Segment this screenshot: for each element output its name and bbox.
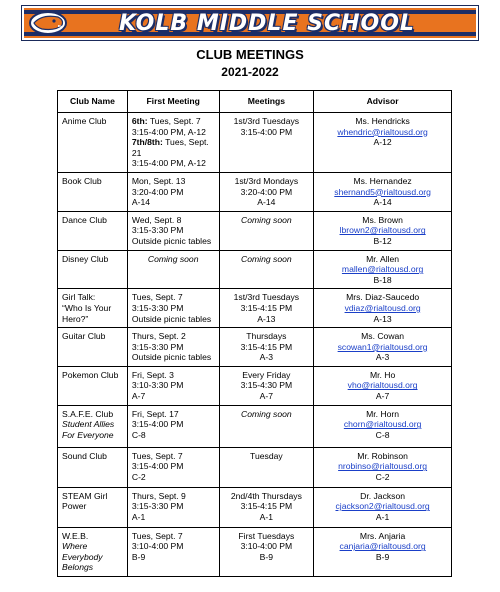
meetings-line: 3:10-4:00 PM	[240, 541, 293, 552]
first-meeting-text: 3:15-3:30 PM	[131, 501, 184, 512]
table-header-row	[58, 91, 452, 113]
advisor-name: Mr. Allen	[366, 253, 400, 264]
club-name-cell	[58, 487, 128, 527]
first-meeting-cell	[127, 289, 219, 328]
column-header-first-meeting: First Meeting	[127, 91, 219, 113]
advisor-email-link[interactable]: chorn@rialtousd.org	[343, 419, 422, 430]
first-meeting-text: C-2	[131, 471, 146, 482]
meetings-cell	[219, 527, 314, 576]
advisor-room: A-14	[373, 197, 392, 208]
first-meeting-cell	[127, 366, 219, 405]
advisor-email-link[interactable]: scowan1@rialtousd.org	[337, 341, 428, 352]
first-meeting-text: Thurs, Sept. 9	[131, 490, 186, 501]
advisor-cell	[314, 172, 452, 211]
first-meeting-cell	[127, 405, 219, 447]
first-meeting-line	[132, 176, 215, 187]
meetings-line: B-9	[259, 551, 274, 562]
grade-label: 7th/8th:	[131, 137, 163, 148]
club-name-cell	[58, 289, 128, 328]
table-row	[58, 527, 452, 576]
meetings-line: 3:15-4:15 PM	[240, 501, 293, 512]
club-name-line: Anime Club	[62, 116, 107, 126]
club-name-line: Hero?”	[62, 313, 89, 324]
first-meeting-line	[132, 137, 215, 158]
club-name-line: “Who Is Your	[62, 302, 112, 313]
club-subtitle-line: Where	[62, 541, 88, 552]
first-meeting-line	[132, 512, 215, 523]
advisor-name: Mr. Horn	[366, 408, 400, 419]
club-subtitle-line: For Everyone	[62, 429, 114, 440]
meetings-cell: Coming soon	[219, 250, 314, 289]
advisor-room: B-18	[373, 274, 392, 285]
advisor-room: A-12	[373, 137, 392, 148]
club-name-line: Girl Talk:	[62, 292, 96, 303]
table-row	[58, 289, 452, 328]
meetings-cell: Coming soon	[219, 211, 314, 250]
first-meeting-text: Outside picnic tables	[131, 235, 212, 246]
table-row	[58, 487, 452, 527]
first-meeting-line	[132, 472, 215, 483]
first-meeting-text: Tues, Sept. 7	[131, 450, 183, 461]
first-meeting-text: C-8	[131, 429, 146, 440]
advisor-room: A-13	[373, 313, 392, 324]
advisor-cell	[314, 289, 452, 328]
advisor-cell	[314, 328, 452, 367]
advisor-room: A-7	[375, 391, 390, 402]
advisor-cell	[314, 487, 452, 527]
club-name-cell	[58, 405, 128, 447]
school-banner	[22, 6, 478, 40]
advisor-name: Ms. Hendricks	[355, 116, 410, 126]
first-meeting-line	[132, 391, 215, 402]
meetings-line: 3:20-4:00 PM	[240, 186, 293, 197]
club-name-line: S.A.F.E. Club	[62, 408, 114, 419]
meetings-cell: Coming soon	[219, 405, 314, 447]
meetings-cell	[219, 289, 314, 328]
first-meeting-text: 3:15-4:00 PM, A-12	[131, 126, 206, 137]
column-header-meetings: Meetings	[219, 91, 314, 113]
first-meeting-text: Tues, Sept. 7	[147, 116, 201, 126]
first-meeting-text: Tues, Sept. 7	[131, 292, 183, 303]
first-meeting-line	[132, 541, 215, 552]
club-name-line: Dance Club	[62, 214, 107, 225]
first-meeting-text: 3:10-4:00 PM	[131, 541, 184, 552]
first-meeting-cell	[127, 328, 219, 367]
meetings-line: A-3	[259, 352, 274, 363]
meetings-line: 1st/3rd Tuesdays	[233, 116, 300, 126]
first-meeting-line	[132, 451, 215, 462]
first-meeting-text: A-7	[131, 391, 146, 402]
first-meeting-line	[132, 491, 215, 502]
meetings-line: Tuesday	[250, 450, 283, 461]
meetings-cell	[219, 447, 314, 487]
first-meeting-text: Tues, Sept. 21	[131, 137, 209, 158]
first-meeting-text: A-1	[131, 511, 146, 522]
first-meeting-text: Fri, Sept. 3	[131, 369, 174, 380]
advisor-name: Ms. Cowan	[361, 331, 405, 342]
table-row	[58, 250, 452, 289]
banner-title: KOLB MIDDLE SCHOOL	[119, 10, 415, 36]
first-meeting-line	[132, 370, 215, 381]
meetings-line: 1st/3rd Tuesdays	[233, 292, 300, 303]
advisor-cell	[314, 527, 452, 576]
first-meeting-text: Fri, Sept. 17	[131, 408, 179, 419]
first-meeting-line	[132, 127, 215, 138]
first-meeting-text: 3:10-3:30 PM	[131, 380, 184, 391]
advisor-email-link[interactable]: canjaria@rialtousd.org	[339, 541, 426, 552]
first-meeting-text: 3:15-3:30 PM	[131, 302, 184, 313]
club-table	[57, 90, 452, 577]
advisor-email-link[interactable]: vho@rialtousd.org	[347, 380, 418, 391]
advisor-cell	[314, 366, 452, 405]
first-meeting-cell	[127, 447, 219, 487]
table-row	[58, 366, 452, 405]
first-meeting-line	[132, 187, 215, 198]
meetings-line: First Tuesdays	[238, 530, 295, 541]
table-row	[58, 405, 452, 447]
advisor-cell	[314, 250, 452, 289]
meetings-line: 3:15-4:00 PM	[240, 126, 293, 137]
advisor-email-link[interactable]: vdiaz@rialtousd.org	[344, 302, 421, 313]
first-meeting-text: A-14	[131, 197, 151, 208]
first-meeting-line	[132, 380, 215, 391]
first-meeting-line	[132, 342, 215, 353]
club-name-line: Book Club	[62, 175, 102, 186]
advisor-email-link[interactable]: shernand5@rialtousd.org	[334, 186, 431, 197]
first-meeting-text: 3:20-4:00 PM	[131, 186, 184, 197]
first-meeting-line	[132, 409, 215, 420]
column-header-advisor: Advisor	[314, 91, 452, 113]
first-meeting-text: 3:15-3:30 PM	[131, 225, 184, 236]
club-name-cell	[58, 113, 128, 173]
club-subtitle-line: Student Allies	[62, 419, 115, 430]
first-meeting-line	[132, 116, 215, 127]
meetings-cell	[219, 113, 314, 173]
advisor-email-link[interactable]: cjackson2@rialtousd.org	[335, 501, 430, 512]
advisor-email-link[interactable]: mallen@rialtousd.org	[341, 264, 424, 275]
column-header-club-name: Club Name	[58, 91, 128, 113]
club-name-cell	[58, 527, 128, 576]
school-year: 2021-2022	[221, 65, 279, 79]
first-meeting-line	[132, 236, 215, 247]
first-meeting-text: Mon, Sept. 13	[131, 175, 186, 186]
first-meeting-line	[132, 531, 215, 542]
first-meeting-line	[132, 419, 215, 430]
first-meeting-cell	[127, 211, 219, 250]
meetings-line: 2nd/4th Thursdays	[230, 490, 302, 501]
advisor-room: A-1	[375, 511, 390, 522]
first-meeting-line	[132, 552, 215, 563]
advisor-name: Mrs. Anjaria	[359, 530, 406, 541]
first-meeting-line	[132, 225, 215, 236]
advisor-name: Ms. Hernandez	[353, 175, 412, 186]
meetings-line: 3:15-4:15 PM	[240, 302, 293, 313]
first-meeting-text: B-9	[131, 551, 146, 562]
grade-label: 6th:	[131, 116, 148, 126]
first-meeting-line	[132, 197, 215, 208]
first-meeting-text: 3:15-4:00 PM	[131, 461, 184, 472]
club-name-line: Pokemon Club	[62, 369, 119, 380]
club-name-line: Disney Club	[62, 253, 109, 264]
advisor-cell	[314, 113, 452, 173]
first-meeting-text: Thurs, Sept. 2	[131, 331, 186, 342]
advisor-email-link[interactable]: whendric@rialtousd.org	[337, 126, 428, 137]
meetings-line: 3:15-4:15 PM	[240, 341, 293, 352]
meetings-cell	[219, 487, 314, 527]
advisor-name: Mrs. Diaz-Saucedo	[346, 292, 420, 303]
meetings-line: 3:15-4:30 PM	[240, 380, 293, 391]
table-row	[58, 328, 452, 367]
first-meeting-line	[132, 303, 215, 314]
meetings-line: A-14	[257, 197, 276, 208]
advisor-name: Dr. Jackson	[360, 490, 406, 501]
meetings-line: A-13	[257, 313, 276, 324]
first-meeting-cell	[127, 172, 219, 211]
first-meeting-text: Outside picnic tables	[131, 313, 212, 324]
advisor-room: A-3	[375, 352, 390, 363]
first-meeting-line	[132, 215, 215, 226]
first-meeting-line	[132, 314, 215, 325]
table-row	[58, 172, 452, 211]
meetings-line: Every Friday	[242, 369, 291, 380]
first-meeting-cell	[127, 487, 219, 527]
club-name-line: W.E.B.	[62, 530, 89, 541]
club-name-cell	[58, 172, 128, 211]
club-name-line: Power	[62, 501, 87, 512]
club-name-line: Sound Club	[62, 450, 107, 461]
advisor-email-link[interactable]: lbrown2@rialtousd.org	[339, 225, 426, 236]
first-meeting-line	[132, 352, 215, 363]
first-meeting-text: 3:15-4:00 PM	[131, 419, 184, 430]
meetings-line: 1st/3rd Mondays	[234, 175, 299, 186]
first-meeting-line	[132, 158, 215, 169]
advisor-cell	[314, 211, 452, 250]
table-row	[58, 113, 452, 173]
first-meeting-text: Outside picnic tables	[131, 352, 212, 363]
table-row	[58, 211, 452, 250]
meetings-line: A-7	[259, 391, 274, 402]
advisor-room: C-2	[375, 471, 390, 482]
club-name-line: STEAM Girl	[62, 490, 108, 501]
first-meeting-text: Wed, Sept. 8	[131, 214, 182, 225]
cougar-logo-icon	[28, 10, 68, 36]
first-meeting-text: Tues, Sept. 7	[131, 530, 183, 541]
table-body	[58, 113, 452, 577]
first-meeting-line	[132, 292, 215, 303]
advisor-name: Mr. Robinson	[357, 450, 408, 461]
club-name-cell	[58, 328, 128, 367]
meetings-cell	[219, 366, 314, 405]
advisor-name: Ms. Brown	[362, 214, 403, 225]
club-subtitle-line: Belongs	[62, 562, 94, 573]
meetings-line: A-1	[259, 511, 274, 522]
advisor-room: C-8	[375, 429, 390, 440]
advisor-cell	[314, 405, 452, 447]
advisor-email-link[interactable]: nrobinso@rialtousd.org	[338, 461, 428, 472]
first-meeting-line	[132, 461, 215, 472]
club-name-line: Guitar Club	[62, 331, 106, 342]
club-subtitle-line: Everybody	[62, 551, 103, 562]
table-row	[58, 447, 452, 487]
club-name-cell	[58, 366, 128, 405]
first-meeting-text: 3:15-4:00 PM, A-12	[131, 158, 206, 169]
page-title: CLUB MEETINGS	[196, 47, 304, 62]
club-name-cell	[58, 211, 128, 250]
first-meeting-cell: Coming soon	[127, 250, 219, 289]
advisor-room: B-12	[373, 235, 392, 246]
first-meeting-line	[132, 501, 215, 512]
advisor-name: Mr. Ho	[369, 369, 396, 380]
first-meeting-line	[132, 331, 215, 342]
first-meeting-cell	[127, 113, 219, 173]
first-meeting-cell	[127, 527, 219, 576]
club-name-cell	[58, 250, 128, 289]
club-name-cell	[58, 447, 128, 487]
meetings-cell	[219, 172, 314, 211]
advisor-cell	[314, 447, 452, 487]
meetings-line: Thursdays	[246, 331, 287, 342]
first-meeting-line	[132, 430, 215, 441]
meetings-cell	[219, 328, 314, 367]
advisor-room: B-9	[375, 551, 390, 562]
first-meeting-text: 3:15-3:30 PM	[131, 341, 184, 352]
